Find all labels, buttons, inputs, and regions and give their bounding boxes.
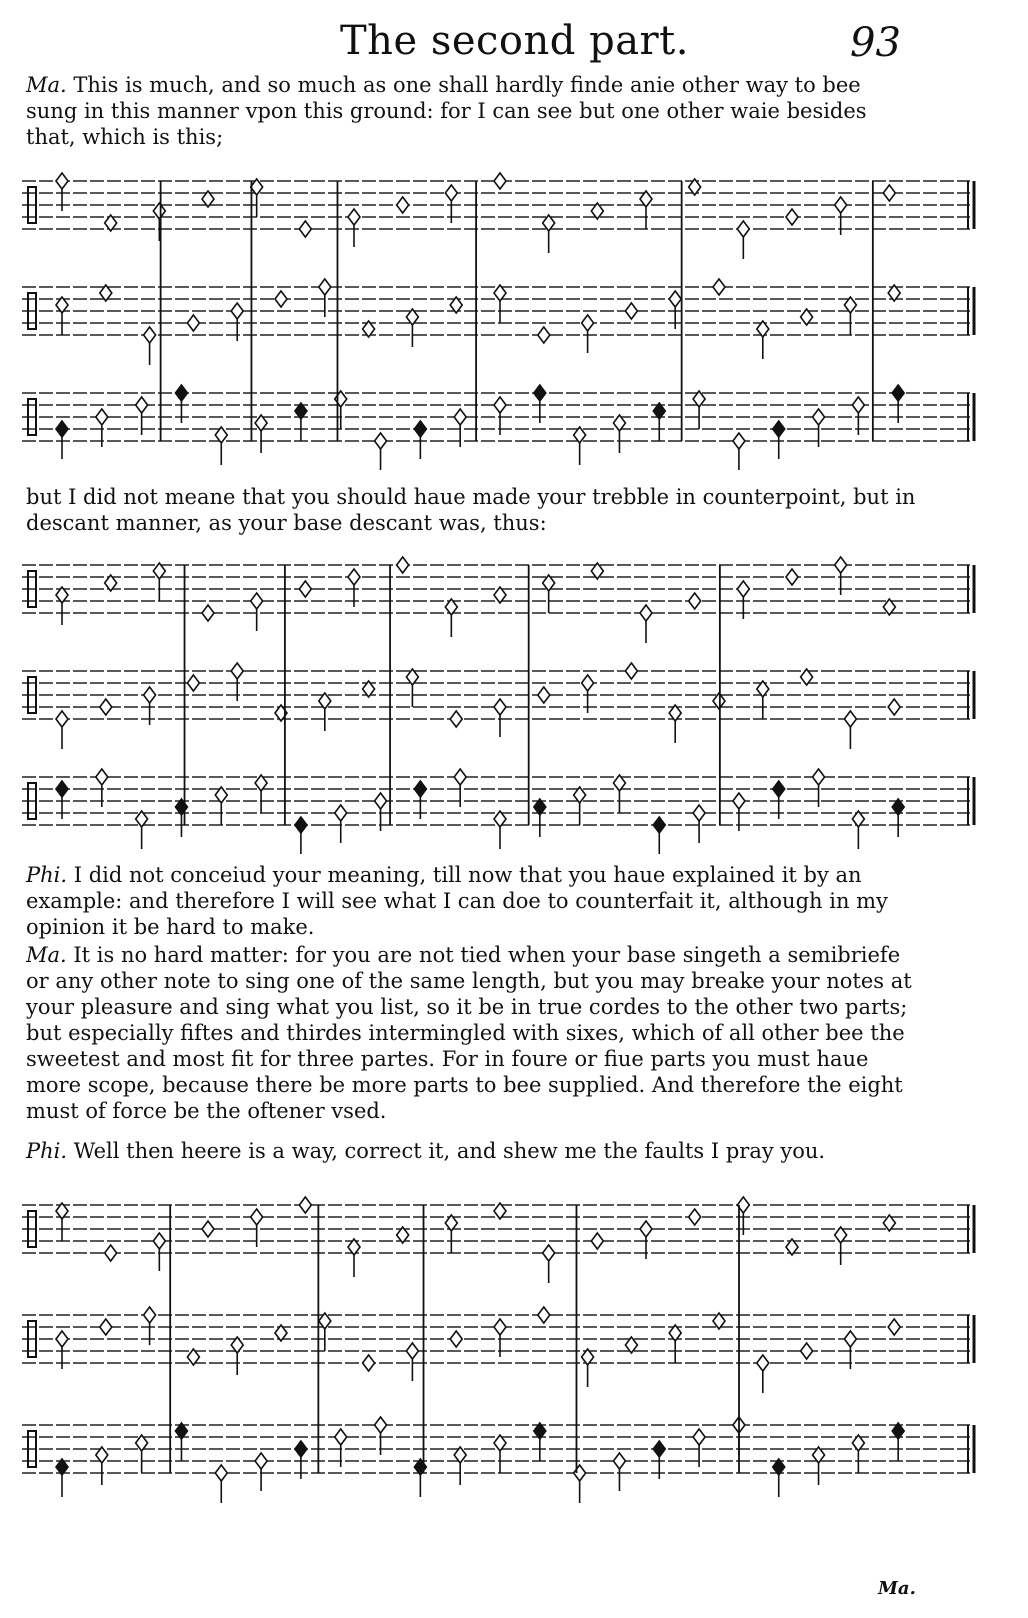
note-head (275, 291, 287, 307)
note-head (689, 1209, 701, 1225)
music-staves (22, 152, 978, 470)
paragraph-text: I did not conceiud your meaning, till now that you haue explained it by an example: and therefore I will see what I can doe to counterfait it, although in my opinion it be hard to make. (26, 863, 888, 939)
note-head (136, 397, 148, 413)
note-head (835, 557, 847, 573)
note-head (844, 711, 856, 727)
note-head (144, 687, 156, 703)
note-head (299, 221, 311, 237)
note-head (255, 1453, 267, 1469)
speaker-label: Phi. (26, 863, 68, 887)
speaker-label: Ma. (26, 73, 67, 97)
music-staves (22, 536, 978, 854)
note-head (144, 327, 156, 343)
note-head (625, 663, 637, 679)
note-head (406, 1343, 418, 1359)
note-head (202, 1221, 214, 1237)
paragraph-3 (26, 862, 916, 940)
note-head (543, 1245, 555, 1261)
note-head (56, 711, 68, 727)
note-head (56, 781, 68, 797)
note-head (773, 421, 785, 437)
note-head (414, 781, 426, 797)
note-head (450, 1331, 462, 1347)
paragraph-text: This is much, and so much as one shall hardly finde anie other way to bee sung in this manner vpon this ground: for I can see but one other waie besides that, which is this; (26, 73, 867, 149)
note-head (669, 291, 681, 307)
note-head (582, 315, 594, 331)
note-head (175, 385, 187, 401)
note-head (640, 1221, 652, 1237)
note-head (231, 303, 243, 319)
staff (22, 769, 974, 854)
music-example-2 (22, 536, 978, 854)
staff (22, 1417, 974, 1503)
staff (22, 1197, 974, 1283)
note-head (534, 385, 546, 401)
note-head (187, 315, 199, 331)
note-head (96, 409, 108, 425)
note-head (445, 185, 457, 201)
paragraph-5 (26, 1138, 916, 1164)
note-head (251, 1209, 263, 1225)
note-head (231, 663, 243, 679)
note-head (844, 1331, 856, 1347)
note-head (335, 1429, 347, 1445)
note-head (299, 581, 311, 597)
note-head (375, 793, 387, 809)
note-head (363, 1355, 375, 1371)
note-head (56, 173, 68, 189)
music-example-3 (22, 1174, 978, 1504)
note-head (786, 569, 798, 585)
note-head (613, 1453, 625, 1469)
speaker-label: Ma. (26, 943, 67, 967)
note-head (888, 699, 900, 715)
note-head (56, 1331, 68, 1347)
note-head (538, 1307, 550, 1323)
note-head (574, 1465, 586, 1481)
note-head (414, 421, 426, 437)
note-head (494, 699, 506, 715)
note-head (202, 605, 214, 621)
note-head (397, 557, 409, 573)
note-head (689, 593, 701, 609)
note-head (494, 173, 506, 189)
note-head (375, 433, 387, 449)
note-head (335, 805, 347, 821)
note-head (538, 687, 550, 703)
staff (22, 1307, 974, 1393)
note-head (538, 327, 550, 343)
paragraph-text: but I did not meane that you should haue made your trebble in counterpoint, but in descant manner, as your base descant was, thus: (26, 485, 916, 535)
note-head (693, 1429, 705, 1445)
staff (22, 385, 974, 470)
note-head (883, 185, 895, 201)
note-head (454, 409, 466, 425)
note-head (348, 569, 360, 585)
note-head (299, 1197, 311, 1213)
note-head (100, 1319, 112, 1335)
note-head (105, 1245, 117, 1261)
note-head (801, 1343, 813, 1359)
running-title: The second part. (340, 18, 689, 64)
note-head (653, 1441, 665, 1457)
speaker-label: Phi. (26, 1139, 68, 1163)
staff (22, 663, 974, 749)
staff (22, 279, 974, 365)
music-staves (22, 1174, 978, 1504)
note-head (494, 397, 506, 413)
note-head (653, 817, 665, 833)
note-head (187, 675, 199, 691)
note-head (454, 769, 466, 785)
note-head (640, 605, 652, 621)
page-header (0, 18, 1028, 74)
note-head (813, 409, 825, 425)
note-head (733, 793, 745, 809)
music-example-1 (22, 152, 978, 470)
note-head (733, 433, 745, 449)
note-head (737, 581, 749, 597)
note-head (96, 769, 108, 785)
note-head (625, 303, 637, 319)
note-head (737, 221, 749, 237)
paragraph-text: Well then heere is a way, correct it, and shew me the faults I pray you. (73, 1139, 826, 1163)
note-head (215, 1465, 227, 1481)
note-head (450, 711, 462, 727)
note-head (348, 209, 360, 225)
note-head (144, 1307, 156, 1323)
note-head (100, 699, 112, 715)
note-head (295, 817, 307, 833)
note-head (251, 593, 263, 609)
paragraph-4 (26, 942, 916, 1124)
note-head (56, 421, 68, 437)
staff (22, 173, 974, 259)
note-head (693, 805, 705, 821)
staff (22, 557, 974, 643)
note-head (319, 279, 331, 295)
note-head (773, 781, 785, 797)
note-head (582, 675, 594, 691)
note-head (713, 279, 725, 295)
note-head (153, 1233, 165, 1249)
note-head (757, 1355, 769, 1371)
note-head (786, 209, 798, 225)
note-head (591, 1233, 603, 1249)
note-head (835, 197, 847, 213)
note-head (494, 1319, 506, 1335)
page-number: 93 (850, 20, 901, 66)
note-head (852, 397, 864, 413)
note-head (813, 769, 825, 785)
catchword: Ma. (878, 1578, 916, 1599)
note-head (888, 1319, 900, 1335)
note-head (397, 197, 409, 213)
paragraph-text: It is no hard matter: for you are not tied when your base singeth a semibriefe or any other note to sing one of the same length, but you may breake your notes at your pleasure and sing what you list, so it be in true cordes to the other two parts; but especially fiftes and thirdes intermingled with sixes, which of all other bee the sweetest and most fit for three partes. For in foure or fiue parts you must haue more scope, because there be more parts to bee supplied. And therefore the eight must of force be the oftener vsed. (26, 943, 912, 1123)
note-head (892, 385, 904, 401)
note-head (375, 1417, 387, 1433)
paragraph-1 (26, 72, 916, 150)
paragraph-2 (26, 484, 916, 536)
note-head (295, 1441, 307, 1457)
